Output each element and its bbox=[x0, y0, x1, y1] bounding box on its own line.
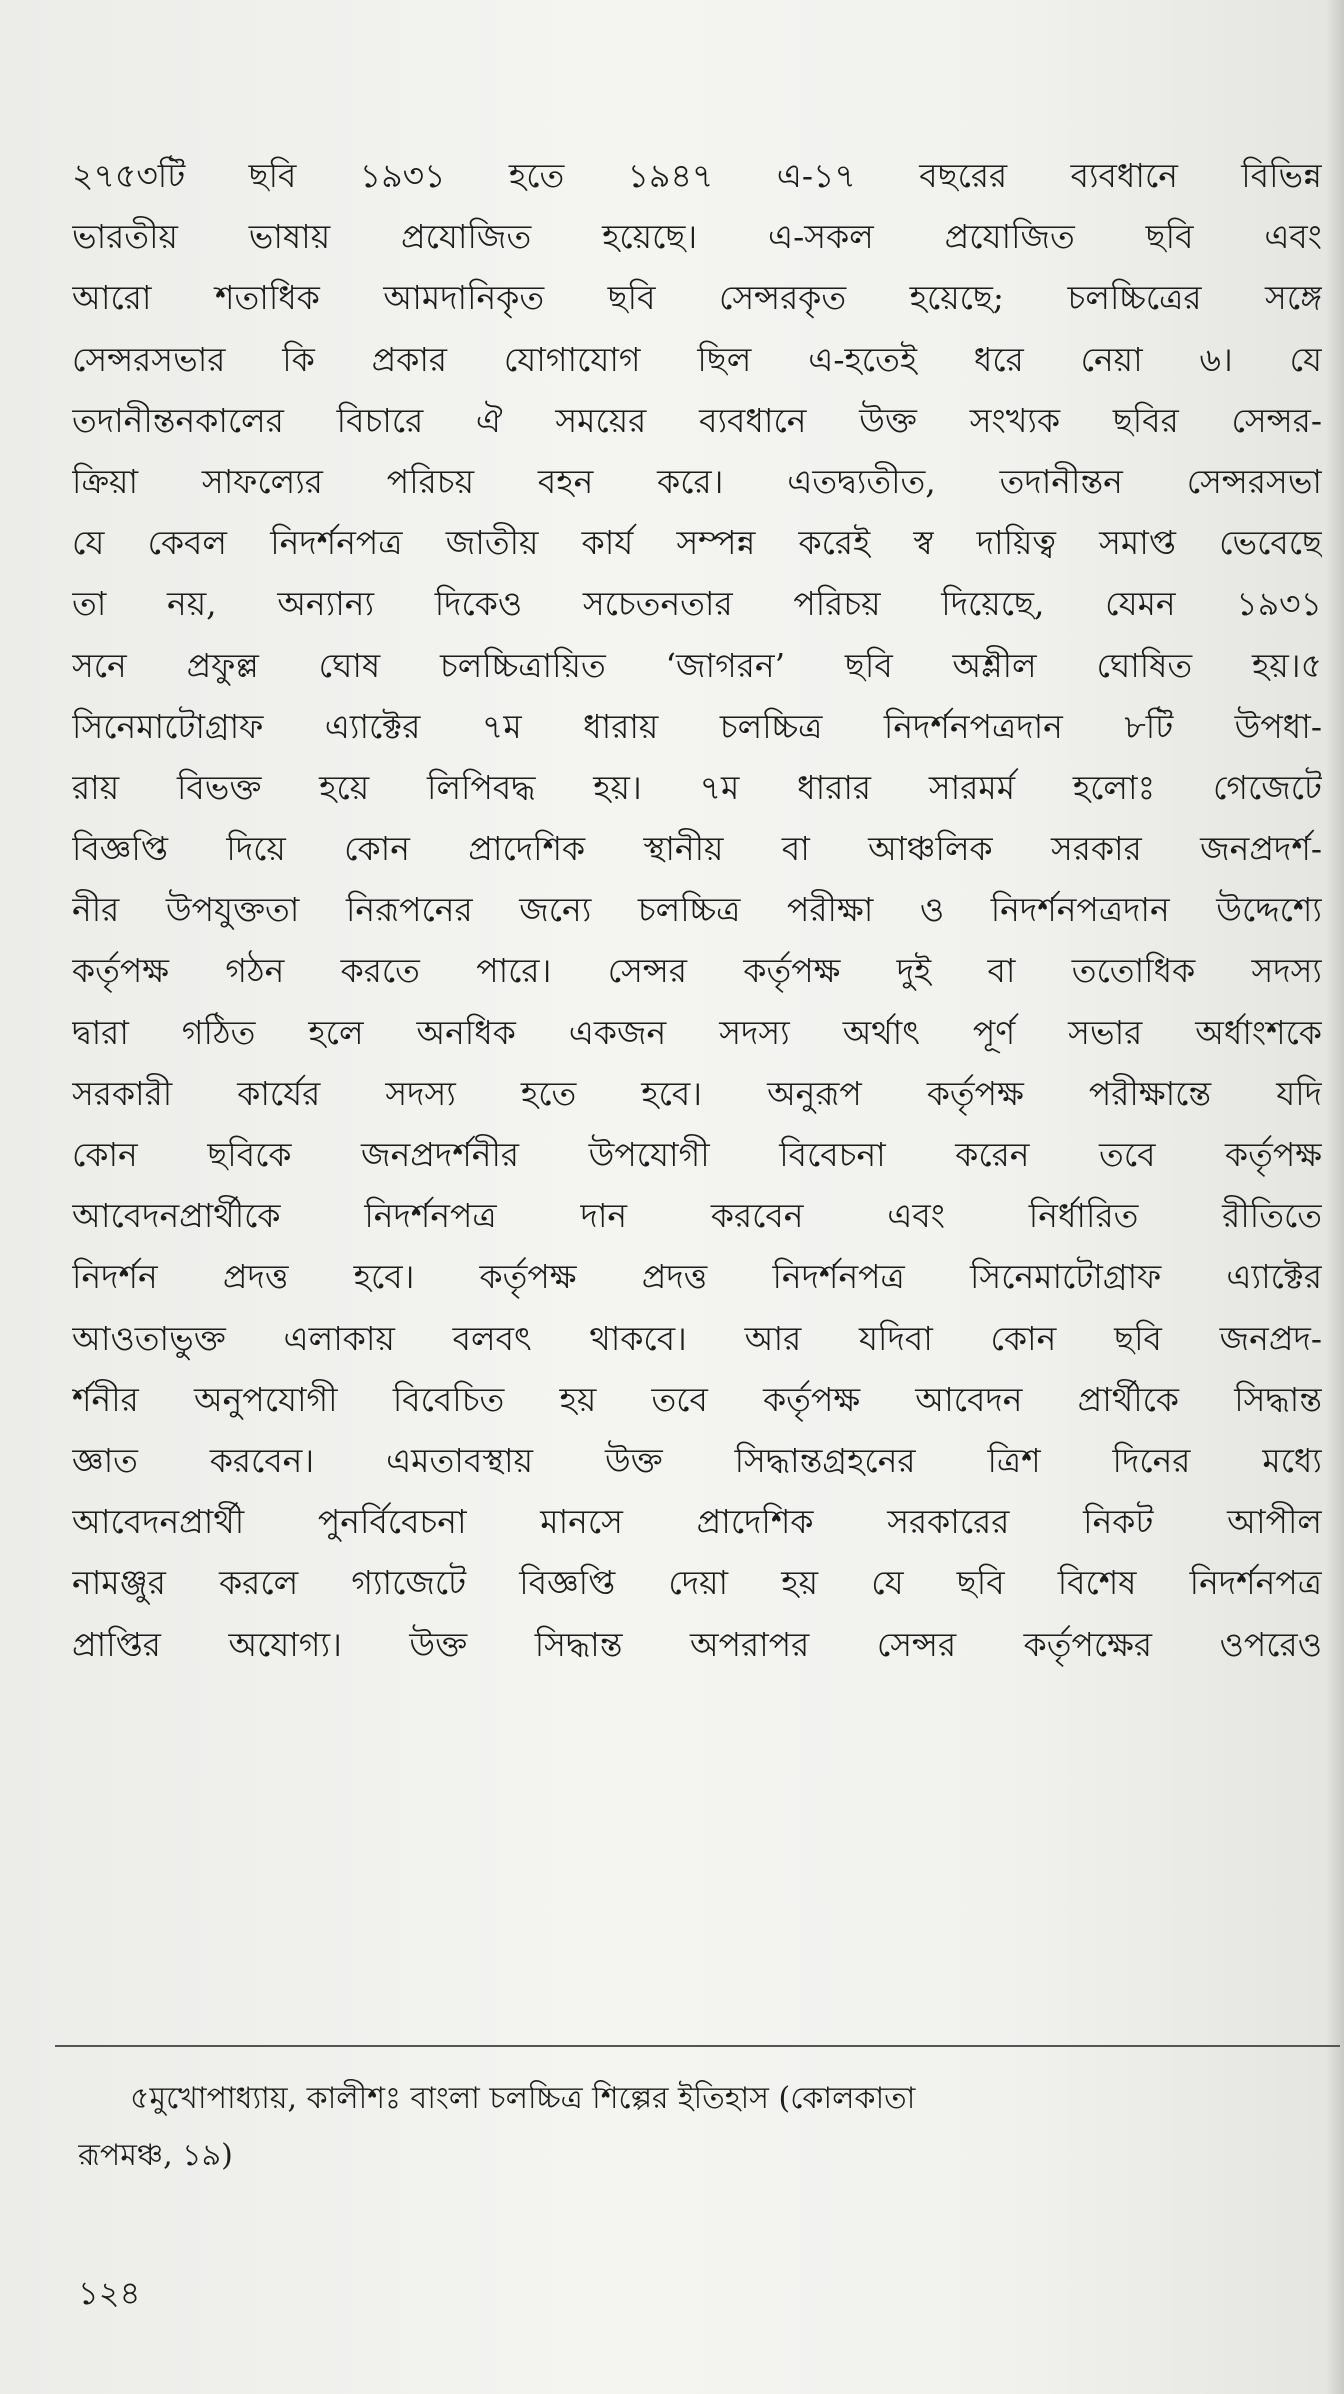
text-line: ২৭৫৩টি ছবি ১৯৩১ হতে ১৯৪৭ এ-১৭ বছরের ব্যবধানে বিভিন্ন bbox=[72, 156, 1322, 195]
text-line: নিদর্শন প্রদত্ত হবে। কর্তৃপক্ষ প্রদত্ত নিদর্শনপত্র সিনেমাটোগ্রাফ এ্যাক্টের bbox=[72, 1257, 1322, 1297]
text-line: জ্ঞাত করবেন। এমতাবস্থায় উক্ত সিদ্ধান্তগ্রহনের ত্রিশ দিনের মধ্যে bbox=[72, 1440, 1322, 1480]
text-line: আওতাভুক্ত এলাকায় বলবৎ থাকবে। আর যদিবা কোন ছবি জনপ্রদ- bbox=[72, 1318, 1322, 1358]
text-line: সনে প্রফুল্ল ঘোষ চলচ্চিত্রায়িত ‘জাগরন’ ছবি অশ্লীল ঘোষিত হয়।৫ bbox=[72, 645, 1322, 685]
page-number: ১২৪ bbox=[78, 2274, 141, 2312]
text-line: সেন্সরসভার কি প্রকার যোগাযোগ ছিল এ-হতেই ধরে নেয়া ৬। যে bbox=[72, 339, 1322, 379]
text-line: দ্বারা গঠিত হলে অনধিক একজন সদস্য অর্থাৎ পূর্ণ সভার অর্ধাংশকে bbox=[72, 1012, 1322, 1052]
footnote bbox=[78, 2070, 1328, 2184]
text-line: ভারতীয় ভাষায় প্রযোজিত হয়েছে। এ-সকল প্রযোজিত ছবি এবং bbox=[72, 217, 1322, 257]
text-line: সিনেমাটোগ্রাফ এ্যাক্টের ৭ম ধারায় চলচ্চিত্র নিদর্শনপত্রদান ৮টি উপধা- bbox=[72, 706, 1322, 746]
footnote-line: রূপমঞ্চ, ১৯) bbox=[78, 2138, 233, 2173]
text-line: র্শনীর অনুপযোগী বিবেচিত হয় তবে কর্তৃপক্ষ আবেদন প্রার্থীকে সিদ্ধান্ত bbox=[72, 1379, 1322, 1419]
page-edge-shadow bbox=[1326, 0, 1344, 2394]
text-line: আবেদনপ্রার্থী পুনর্বিবেচনা মানসে প্রাদেশিক সরকারের নিকট আপীল bbox=[72, 1502, 1322, 1542]
text-line: আরো শতাধিক আমদানিকৃত ছবি সেন্সরকৃত হয়েছে; চলচ্চিত্রের সঙ্গে bbox=[72, 278, 1322, 318]
text-line: আবেদনপ্রার্থীকে নিদর্শনপত্র দান করবেন এবং নির্ধারিত রীতিতে bbox=[72, 1196, 1322, 1236]
text-line: বিজ্ঞপ্তি দিয়ে কোন প্রাদেশিক স্থানীয় বা আঞ্চলিক সরকার জনপ্রদর্শ- bbox=[72, 829, 1322, 869]
text-line: যে কেবল নিদর্শনপত্র জাতীয় কার্য সম্পন্ন করেই স্ব দায়িত্ব সমাপ্ত ভেবেছে bbox=[72, 523, 1322, 563]
text-line: রায় বিভক্ত হয়ে লিপিবদ্ধ হয়। ৭ম ধারার সারমর্ম হলোঃ গেজেটে bbox=[72, 767, 1322, 807]
footnote-divider bbox=[55, 2045, 1340, 2047]
text-line: কোন ছবিকে জনপ্রদর্শনীর উপযোগী বিবেচনা করেন তবে কর্তৃপক্ষ bbox=[72, 1135, 1322, 1174]
text-line: ক্রিয়া সাফল্যের পরিচয় বহন করে। এতদ্ব্যতীত, তদানীন্তন সেন্সরসভা bbox=[72, 461, 1322, 501]
footnote-line: ৫মুখোপাধ্যায়, কালীশঃ বাংলা চলচ্চিত্র শিল্পের ইতিহাস (কোলকাতা bbox=[130, 2081, 916, 2116]
text-line: তদানীন্তনকালের বিচারে ঐ সময়ের ব্যবধানে উক্ত সংখ্যক ছবির সেন্সর- bbox=[72, 400, 1322, 440]
text-line: নীর উপযুক্ততা নিরূপনের জন্যে চলচ্চিত্র পরীক্ষা ও নিদর্শনপত্রদান উদ্দেশ্যে bbox=[72, 890, 1322, 930]
text-line: নামঞ্জুর করলে গ্যাজেটে বিজ্ঞপ্তি দেয়া হয় যে ছবি বিশেষ নিদর্শনপত্র bbox=[72, 1563, 1322, 1603]
text-line: তা নয়, অন্যান্য দিকেও সচেতনতার পরিচয় দিয়েছে, যেমন ১৯৩১ bbox=[72, 584, 1322, 624]
body-text bbox=[72, 145, 1322, 1675]
text-line: প্রাপ্তির অযোগ্য। উক্ত সিদ্ধান্ত অপরাপর সেন্সর কর্তৃপক্ষের ওপরেও bbox=[72, 1624, 1322, 1664]
text-line: কর্তৃপক্ষ গঠন করতে পারে। সেন্সর কর্তৃপক্ষ দুই বা ততোধিক সদস্য bbox=[72, 951, 1322, 991]
text-line: সরকারী কার্যের সদস্য হতে হবে। অনুরূপ কর্তৃপক্ষ পরীক্ষান্তে যদি bbox=[72, 1073, 1322, 1113]
